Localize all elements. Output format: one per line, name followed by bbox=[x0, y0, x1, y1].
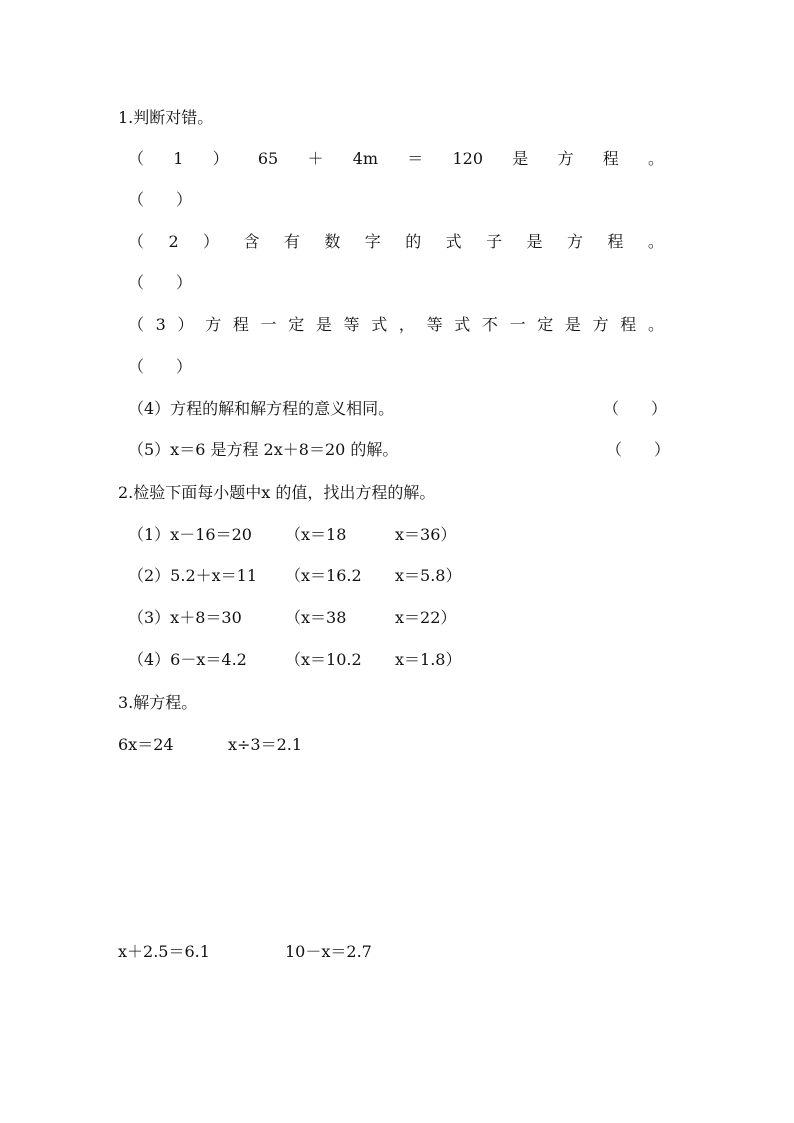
q3-token: 程 bbox=[232, 315, 249, 334]
q3-token: 式 bbox=[371, 315, 388, 334]
q1-token: 4m bbox=[352, 149, 379, 168]
q2-token: 是 bbox=[526, 232, 543, 251]
q1-token: （ bbox=[128, 149, 145, 168]
q2-token: ） bbox=[203, 232, 220, 251]
q1-token: 1 bbox=[173, 149, 184, 168]
q2-statement bbox=[128, 232, 664, 252]
q3-token: 是 bbox=[315, 315, 332, 334]
section3-heading: 3.解方程。 bbox=[118, 693, 198, 712]
q1-token: ） bbox=[212, 149, 229, 168]
q3-token: ） bbox=[177, 315, 194, 334]
q1-token: ＋ bbox=[307, 149, 324, 168]
q2-token: （ bbox=[128, 232, 145, 251]
q3-statement bbox=[128, 315, 664, 335]
check-equation: （4）6－x＝4.2 bbox=[128, 650, 247, 669]
q1-token: 程 bbox=[602, 149, 619, 168]
q3-answer-blank[interactable]: （ ） bbox=[128, 357, 193, 376]
q1-answer-blank[interactable]: （ ） bbox=[128, 190, 193, 209]
q3-token: 式 bbox=[454, 315, 471, 334]
check-option: x＝22） bbox=[395, 608, 457, 627]
check-option: x＝36） bbox=[395, 525, 457, 544]
q3-token: 方 bbox=[592, 315, 609, 334]
q2-token: 2 bbox=[168, 232, 179, 251]
q4-answer-blank[interactable]: （ ） bbox=[603, 399, 668, 418]
solve-equation: 10－x＝2.7 bbox=[285, 942, 372, 961]
q4-statement: （4）方程的解和解方程的意义相同。 bbox=[128, 399, 395, 418]
q1-token: 。 bbox=[647, 149, 664, 168]
q1-token: 120 bbox=[452, 149, 484, 168]
q1-statement bbox=[128, 149, 664, 169]
check-option: x＝5.8） bbox=[395, 566, 462, 585]
q3-token: 。 bbox=[647, 315, 664, 334]
q3-token: ， bbox=[398, 315, 415, 334]
q1-token: 方 bbox=[557, 149, 574, 168]
check-equation: （2）5.2＋x＝11 bbox=[128, 566, 258, 585]
check-option: （x＝10.2 bbox=[285, 650, 362, 669]
check-option: （x＝38 bbox=[285, 608, 347, 627]
q1-token: ＝ bbox=[407, 149, 424, 168]
q2-token: 。 bbox=[647, 232, 664, 251]
section2-heading: 2.检验下面每小题中x 的值，找出方程的解。 bbox=[118, 483, 436, 502]
check-equation: （1）x－16＝20 bbox=[128, 525, 252, 544]
q1-token: 65 bbox=[257, 149, 279, 168]
q5-statement: （5）x＝6 是方程 2x＋8＝20 的解。 bbox=[128, 440, 399, 459]
solve-equation: x÷3＝2.1 bbox=[228, 735, 303, 754]
q2-token: 子 bbox=[486, 232, 503, 251]
q2-token: 式 bbox=[445, 232, 462, 251]
q3-token: 程 bbox=[620, 315, 637, 334]
check-equation: （3）x＋8＝30 bbox=[128, 608, 242, 627]
q3-token: 一 bbox=[509, 315, 526, 334]
q3-token: 3 bbox=[155, 315, 166, 334]
q3-token: 等 bbox=[343, 315, 360, 334]
solve-equation: 6x＝24 bbox=[118, 735, 174, 754]
section1-heading: 1.判断对错。 bbox=[118, 108, 214, 127]
check-option: （x＝16.2 bbox=[285, 566, 362, 585]
q3-token: 是 bbox=[564, 315, 581, 334]
q2-token: 有 bbox=[283, 232, 300, 251]
q5-answer-blank[interactable]: （ ） bbox=[606, 440, 671, 459]
q2-token: 程 bbox=[607, 232, 624, 251]
q1-token: 是 bbox=[512, 149, 529, 168]
q2-answer-blank[interactable]: （ ） bbox=[128, 273, 193, 292]
q2-token: 含 bbox=[243, 232, 260, 251]
check-option: x＝1.8） bbox=[395, 650, 462, 669]
q3-token: （ bbox=[128, 315, 145, 334]
q2-token: 数 bbox=[324, 232, 341, 251]
check-option: （x＝18 bbox=[285, 525, 347, 544]
solve-equation: x＋2.5＝6.1 bbox=[118, 942, 210, 961]
q2-token: 的 bbox=[405, 232, 422, 251]
q3-token: 定 bbox=[537, 315, 554, 334]
q3-token: 一 bbox=[260, 315, 277, 334]
q3-token: 方 bbox=[205, 315, 222, 334]
q3-token: 不 bbox=[481, 315, 498, 334]
q2-token: 方 bbox=[566, 232, 583, 251]
q3-token: 定 bbox=[288, 315, 305, 334]
q2-token: 字 bbox=[364, 232, 381, 251]
q3-token: 等 bbox=[426, 315, 443, 334]
